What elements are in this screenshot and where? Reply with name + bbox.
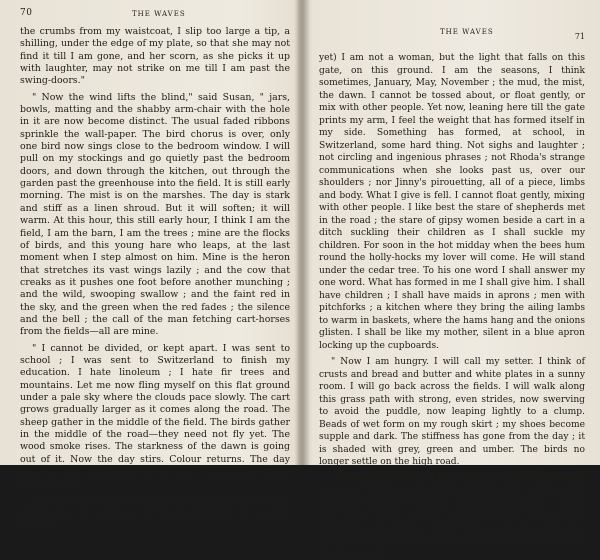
right-paragraph-2: " Now I am hungry. I will call my setter. I think of crusts and bread and butter and white plates in a sunny room. I will go back across the fields. I will walk along this grass path with strong, even strides, now swerving to avoid the puddle, now leaping lightly to a clump. Beads of wet form on my rough skirt ; my shoes become supple and dark. The stiffness has gone from the day ; it is shaded with grey, green and umber. The birds no longer settle on the high road. bbox=[319, 356, 585, 469]
right-page-text bbox=[319, 42, 585, 560]
left-page-header bbox=[20, 0, 290, 18]
left-paragraph-2: " Now the wind lifts the blind," said Susan, " jars, bowls, matting and the shabby arm-chair with the hole in it are now become distinct. The usual faded ribbons sprinkle the wall-paper. The bird chorus is over, only one bird now sings close to the bedroom window. I will pull on my stockings and go quietly past the bedroom doors, and down through the kitchen, out through the garden past the greenhouse into the field. It is still early morning. The mist is on the marshes. The day is stark and stiff as a linen shroud. But it will soften; it will warm. At this hour, this still early hour, I think I am the field, I am the barn, I am the trees ; mine are the flocks of birds, and this young hare who leaps, at the last moment when I step almost on him. Mine is the heron that stretches its vast wings lazily ; and the cow that creaks as it pushes one foot before another munching ; and the wild, swooping swallow ; and the faint red in the sky, and the green when the red fades ; the silence and the bell ; the call of the man fetching cart-horses from the fields—all are mine. bbox=[20, 92, 290, 339]
left-page bbox=[20, 0, 290, 465]
right-running-title: THE WAVES bbox=[440, 28, 494, 36]
left-paragraph-4: " But who am I, who lean on this gate and watch my setter nose in a circle ? I think sometimes (I am not twenty bbox=[20, 495, 290, 532]
left-page-text bbox=[20, 26, 290, 532]
right-paragraph-3: " I return, like a cat or fox returning, whose fur is grey with time, whose pads are hardened by the coarse earth. I push through the cabbages, making their leaves squeak and their drops spill. I sit waiting for my father's footsteps as he shuffles down the passage pinching some herb between his fingers. I pour out cup after cup while the unopened bbox=[319, 473, 585, 560]
left-page-number: 70 bbox=[20, 8, 32, 18]
right-page bbox=[319, 32, 585, 497]
right-page-header bbox=[319, 32, 585, 46]
book-gutter bbox=[296, 0, 310, 465]
left-paragraph-1: the crumbs from my waistcoat, I slip too large a tip, a shilling, under the edge of my plate, so that she may not find it till I am gone, and her scorn, as she picks it up with laughter, may not strike on me till I am past the swing-doors." bbox=[20, 26, 290, 88]
right-page-number: 71 bbox=[575, 32, 585, 41]
left-running-title: THE WAVES bbox=[132, 10, 186, 18]
right-paragraph-1: yet) I am not a woman, but the light that falls on this gate, on this ground. I am the seasons, I think sometimes, January, May, November ; the mud, the mist, the dawn. I cannot be tossed about, or float gently, or mix with other people. Yet now, leaning here till the gate prints my arm, I feel the weight that has formed itself in my side. Something has formed, at school, in Switzerland, some hard thing. Not sighs and laughter ; not circling and ingenious phrases ; not Rhoda's strange communications when she looks past us, over our shoulders ; nor Jinny's pirouetting, all of a piece, limbs and body. What I give is fell. I cannot float gently, mixing with other people. I like best the stare of shepherds met in the road ; the stare of gipsy women beside a cart in a ditch suckling their children as I shall suckle my children. For soon in the hot midday when the bees hum round the holly-hocks my lover will come. He will stand under the cedar tree. To his one word I shall answer my one word. What has formed in me I shall give him. I shall have children ; I shall have maids in aprons ; men with pitchforks ; a kitchen where they bring the ailing lambs to warm in baskets, where the hams hang and the onions glisten. I shall be like my mother, silent in a blue apron locking up the cupboards. bbox=[319, 52, 585, 352]
left-paragraph-3: " I cannot be divided, or kept apart. I was sent to school ; I was sent to Switzerland to finish my education. I hate linoleum ; I hate fir trees and mountains. Let me now fling myself on this flat ground under a pale sky where the clouds pace slowly. The cart grows gradually larger as it comes along the road. The sheep gather in the middle of the field. The birds gather in the middle of the road—they need not fly yet. The wood smoke rises. The starkness of the dawn is going out of it. Now the day stirs. Colour returns. The day waves yellow with all its crops. The earth hangs heavy beneath me. bbox=[20, 343, 290, 491]
